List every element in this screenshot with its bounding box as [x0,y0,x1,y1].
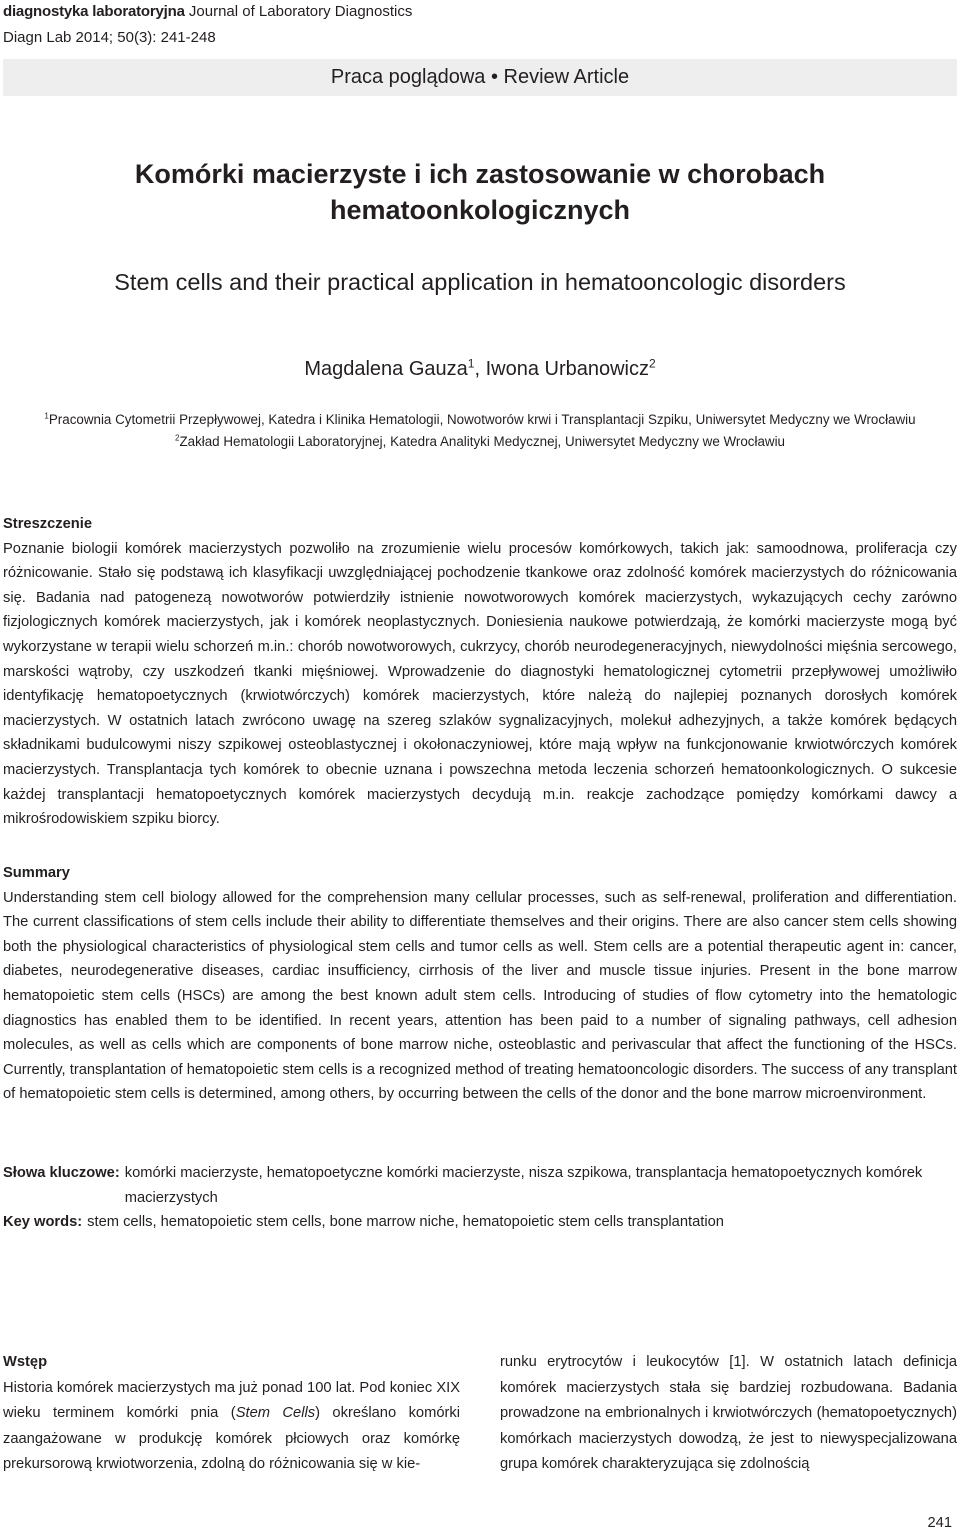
journal-header [3,0,957,96]
keywords-label: Key words: [3,1214,83,1231]
author-name: Iwona Urbanowicz [485,358,649,380]
article-title-english: Stem cells and their practical application in hematooncologic disorders [114,269,846,295]
title-line-2: hematoonkologicznych [329,195,631,225]
abstract-text: Understanding stem cell biology allowed for the comprehension many cellular processes, such as self-renewal, proliferation and differentiation. The current classifications of stem cells include their ability to differentiate themselves and their origins. There are also cancer stem cells showing both the physiological characteristics of physiological stem cells and tumor cells as well. Stem cells are a potential therapeutic agent in: cancer, diabetes, neurodegenerative diseases, cardiac insufficiency, cirrhosis of the liver and muscle tissue injuries. Present in the bone marrow hematopoietic stem cells (HSCs) are among the best known adult stem cells. Introducing of studies of flow cytometry into the hematologic diagnostics has enabled them to be identified. In recent years, attention has been paid to a number of signaling pathways, cell adhesion molecules, as well as cells which are components of bone marrow niche, osteoblastic and perivascular that affect the functioning of the HSCs. Currently, transplantation of hematopoietic stem cells is a recognized method of treating hematooncologic disorders. The success of any transplant of hematopoietic stem cells is determined, among others, by occurring between the cells of the donor and the bone marrow microenvironment. [3,889,957,1103]
body-column-right [500,1350,957,1478]
journal-name-polish: diagnostyka laboratoryjna [3,3,185,20]
author-affiliation-mark: 2 [649,356,656,371]
keywords-polish [3,1161,957,1210]
page-number: 241 [927,1515,952,1531]
body-paragraph [3,1376,460,1478]
author-affiliation-mark: 1 [467,356,475,371]
body-text-italic: Stem Cells [235,1405,316,1422]
body-text: Historia komórek macierzystych ma już ponad 100 lat. Pod koniec XIX wieku terminem komórki pnia ( [3,1379,460,1422]
affiliation-mark: 1 [44,411,49,421]
abstract-text: Poznanie biologii komórek macierzystych pozwoliło na zrozumienie wielu procesów komórkowych, takich jak: samoodnowa, proliferacja czy różnicowanie. Stało się podstawą ich klasyfikacji uwzględniającej pochodzenie tkankowe oraz zdolność komórek macierzystych do różnicowania się. Badania nad patogenezą nowotworów potwierdziły istnienie nowotworowych komórek macierzystych, wykazujących cechy zarówno fizjologicznych komórek macierzystych, jak i komórek neoplastycznych. Doniesienia naukowe potwierdzają, że komórki macierzyste mogą być wykorzystane w terapii wielu schorzeń m.in.: chorób nowotworowych, cukrzycy, chorób neurodegeneracyjnych, niewydolności mięśnia sercowego, marskości wątroby, czy uszkodzeń tkanki mięśniowej. Wprowadzenie do diagnostyki hematologicznej cytometrii przepływowej umożliwiło identyfikację hematopoetycznych (krwiotwórczych) komórek macierzystych, które należą do najlepiej poznanych dorosłych komórek macierzystych. W ostatnich latach zwrócono uwagę na szereg szlaków sygnalizacyjnych, molekuł adhezyjnych, a także komórek będących składnikami budulcowymi niszy szpikowej osteoblastycznej i okołonaczyniowej, które mają wpływ na funkcjonowanie krwiotwórczych komórek macierzystych. Transplantacja tych komórek to obecnie uznana i powszechna metoda leczenia schorzeń hematoonkologicznych. O sukcesie każdej transplantacji hematopoetycznych komórek macierzystych decydują m.in. reakcje zachodzące pomiędzy komórkami dawcy a mikrośrodowiskiem szpiku biorcy. [3,540,957,828]
journal-title [3,2,412,22]
title-line-1: Komórki macierzyste i ich zastosowanie w chorobach [134,159,826,189]
affiliation-text: Zakład Hematologii Laboratoryjnej, Katedra Analityki Medycznej, Uniwersytet Medyczny we Wrocławiu [179,434,786,449]
keywords-text: stem cells, hematopoietic stem cells, bone marrow niche, hematopoietic stem cells transplantation [87,1214,724,1231]
affiliation [0,433,960,451]
affiliation [0,411,960,429]
body-column-left [3,1350,460,1478]
article-type-band: Praca poglądowa • Review Article [3,59,957,96]
affiliation-text: Pracownia Cytometrii Przepływowej, Katedra i Klinika Hematologii, Nowotworów krwi i Transplantacji Szpiku, Uniwersytet Medyczny we Wrocławiu [48,412,916,427]
abstract-heading: Summary [3,865,70,881]
author-name: Magdalena Gauza [304,358,468,380]
keywords-english [3,1210,957,1235]
journal-name-english: Journal of Laboratory Diagnostics [188,3,413,20]
section-heading: Wstęp [3,1354,48,1370]
keywords [3,1161,957,1235]
keywords-label: Słowa kluczowe: [3,1165,120,1181]
citation: Diagn Lab 2014; 50(3): 241-248 [3,29,216,46]
author-separator: , [474,358,486,380]
keywords-text: komórki macierzyste, hematopoetyczne komórki macierzyste, nisza szpikowa, transplantacja hematopoetycznych komórek macierzystych [124,1165,923,1206]
abstract-english [3,861,957,1107]
abstract-polish [3,512,957,832]
body-text: ) określano komórki zaangażowane w produkcję komórek płciowych oraz komórkę prekursorową krwiotworzenia, zdolną do różnicowania się w kie- [3,1405,460,1473]
article-title-polish [0,156,960,228]
body-paragraph: runku erytrocytów i leukocytów [1]. W ostatnich latach definicja komórek macierzystych stała się bardziej rozbudowana. Badania prowadzone na embrionalnych i krwiotwórczych (hematopoetycznych) komórkach macierzystych dowodzą, że jest to niewyspecjalizowana grupa komórek charakteryzująca się zdolnością [500,1354,957,1473]
abstract-heading: Streszczenie [3,516,92,532]
authors [0,355,960,383]
affiliation-mark: 2 [174,433,180,443]
